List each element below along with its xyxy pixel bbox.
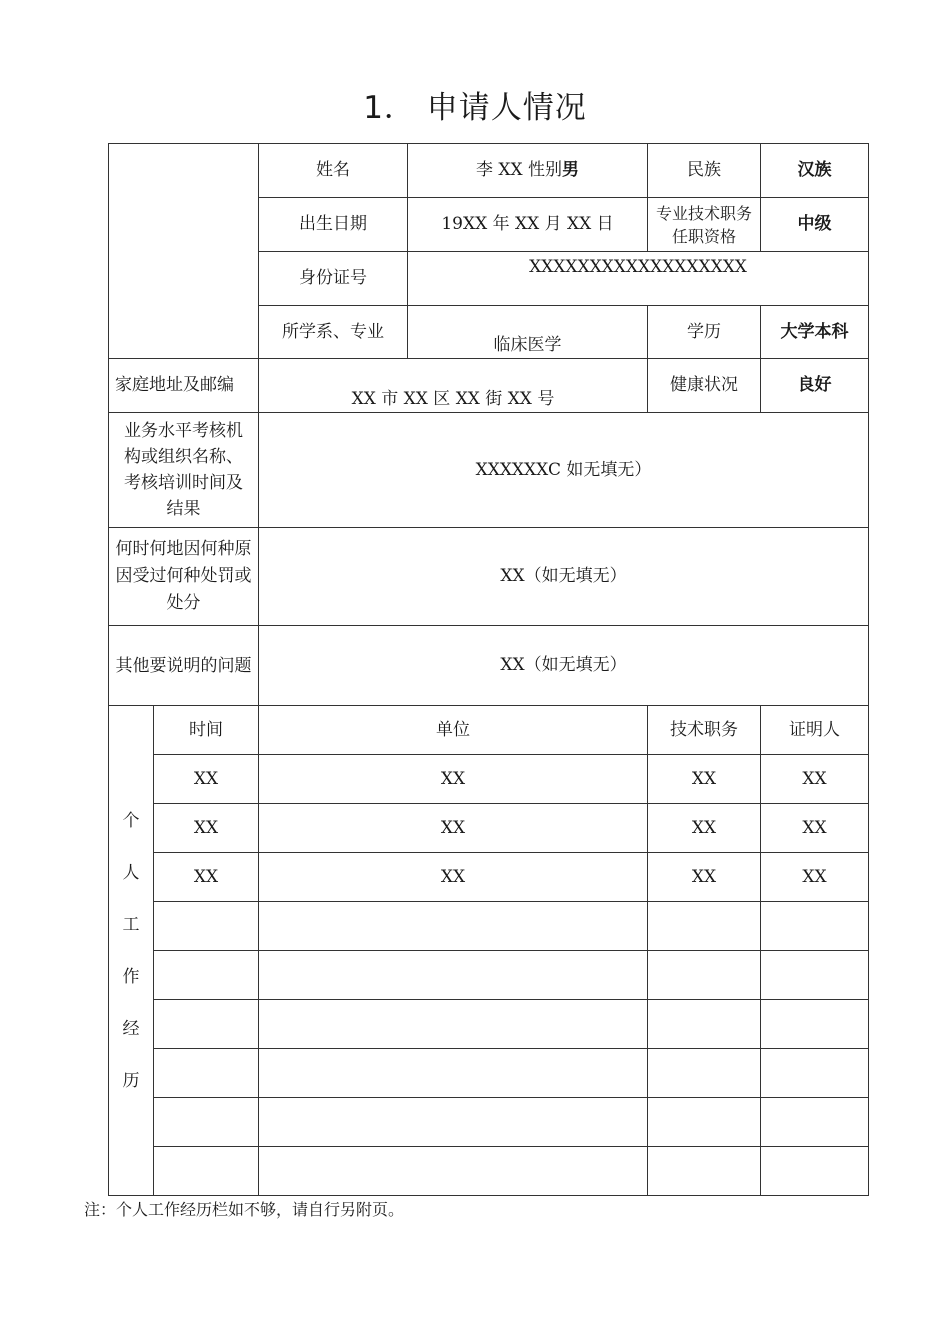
row-time[interactable]: XX [154, 755, 259, 804]
row-witness[interactable] [761, 951, 869, 1000]
footnote: 注：个人工作经历栏如不够，请自行另附页。 [84, 1200, 405, 1219]
row-time[interactable]: XX [154, 804, 259, 853]
table-row [109, 902, 869, 951]
row-time[interactable] [154, 1000, 259, 1049]
address-value[interactable]: XX 市 XX 区 XX 街 XX 号 [259, 359, 648, 413]
address-label: 家庭地址及邮编 [109, 359, 259, 413]
work-label-char: 人 [122, 862, 140, 883]
penalty-value[interactable]: XX（如无填无） [259, 528, 869, 626]
id-label: 身份证号 [259, 252, 408, 306]
dept-value[interactable]: 临床医学 [408, 306, 648, 359]
work-label-char: 经 [122, 1018, 140, 1039]
row-position[interactable] [648, 1049, 761, 1098]
row-unit[interactable] [259, 951, 648, 1000]
row-unit[interactable]: XX [259, 755, 648, 804]
health-value[interactable]: 良好 [761, 359, 869, 413]
table-row [109, 1000, 869, 1049]
row-witness[interactable]: XX [761, 804, 869, 853]
row-unit[interactable]: XX [259, 853, 648, 902]
table-row [109, 951, 869, 1000]
work-history-label [109, 706, 154, 1196]
row-position[interactable]: XX [648, 853, 761, 902]
edu-label: 学历 [648, 306, 761, 359]
name-field[interactable] [408, 144, 648, 198]
header-time: 时间 [154, 706, 259, 755]
birth-value[interactable]: 19XX 年 XX 月 XX 日 [408, 198, 648, 252]
header-unit: 单位 [259, 706, 648, 755]
work-label-char: 历 [122, 1070, 140, 1091]
table-row [109, 853, 869, 902]
name-label: 姓名 [259, 144, 408, 198]
row-unit[interactable] [259, 1049, 648, 1098]
row-position[interactable] [648, 951, 761, 1000]
row-position[interactable]: XX [648, 804, 761, 853]
other-value[interactable]: XX（如无填无） [259, 626, 869, 706]
table-row [109, 1049, 869, 1098]
row-witness[interactable] [761, 902, 869, 951]
other-label: 其他要说明的问题 [109, 626, 259, 706]
photo-cell [109, 144, 259, 359]
row-position[interactable] [648, 1098, 761, 1147]
applicant-form [108, 143, 869, 1196]
title-label: 专业技术职务任职资格 [648, 198, 761, 252]
row-time[interactable] [154, 902, 259, 951]
row-witness[interactable] [761, 1147, 869, 1196]
row-unit[interactable] [259, 902, 648, 951]
ethnicity-label: 民族 [648, 144, 761, 198]
ethnicity-value[interactable]: 汉族 [761, 144, 869, 198]
dept-label: 所学系、专业 [259, 306, 408, 359]
assess-label [109, 413, 259, 528]
work-label-char: 作 [122, 966, 140, 987]
title-value[interactable]: 中级 [761, 198, 869, 252]
row-unit[interactable] [259, 1147, 648, 1196]
row-time[interactable] [154, 1049, 259, 1098]
work-label-char: 工 [122, 914, 140, 935]
table-row [109, 804, 869, 853]
edu-value[interactable]: 大学本科 [761, 306, 869, 359]
row-position[interactable] [648, 1000, 761, 1049]
table-row [109, 1098, 869, 1147]
page-title: 1． 申请人情况 [363, 90, 587, 126]
birth-label: 出生日期 [259, 198, 408, 252]
row-witness[interactable] [761, 1000, 869, 1049]
assess-label-text: 业务水平考核机构或组织名称、考核培训时间及结果 [124, 421, 243, 519]
gender-value: 男 [562, 160, 579, 180]
header-witness: 证明人 [761, 706, 869, 755]
penalty-label: 何时何地因何种原因受过何种处罚或处分 [109, 528, 259, 626]
row-unit[interactable]: XX [259, 804, 648, 853]
row-witness[interactable] [761, 1098, 869, 1147]
row-witness[interactable]: XX [761, 853, 869, 902]
row-position[interactable] [648, 902, 761, 951]
id-value[interactable]: XXXXXXXXXXXXXXXXXX [408, 252, 869, 306]
table-row [109, 1147, 869, 1196]
work-label-char: 个 [122, 810, 140, 831]
header-position: 技术职务 [648, 706, 761, 755]
table-row [109, 755, 869, 804]
row-time[interactable] [154, 1147, 259, 1196]
row-position[interactable] [648, 1147, 761, 1196]
row-unit[interactable] [259, 1098, 648, 1147]
row-position[interactable]: XX [648, 755, 761, 804]
row-time[interactable] [154, 951, 259, 1000]
assess-value[interactable]: XXXXXXC 如无填无） [259, 413, 869, 528]
row-witness[interactable]: XX [761, 755, 869, 804]
health-label: 健康状况 [648, 359, 761, 413]
row-unit[interactable] [259, 1000, 648, 1049]
name-value: 李 XX 性别 [475, 160, 562, 180]
row-time[interactable] [154, 1098, 259, 1147]
row-witness[interactable] [761, 1049, 869, 1098]
row-time[interactable]: XX [154, 853, 259, 902]
